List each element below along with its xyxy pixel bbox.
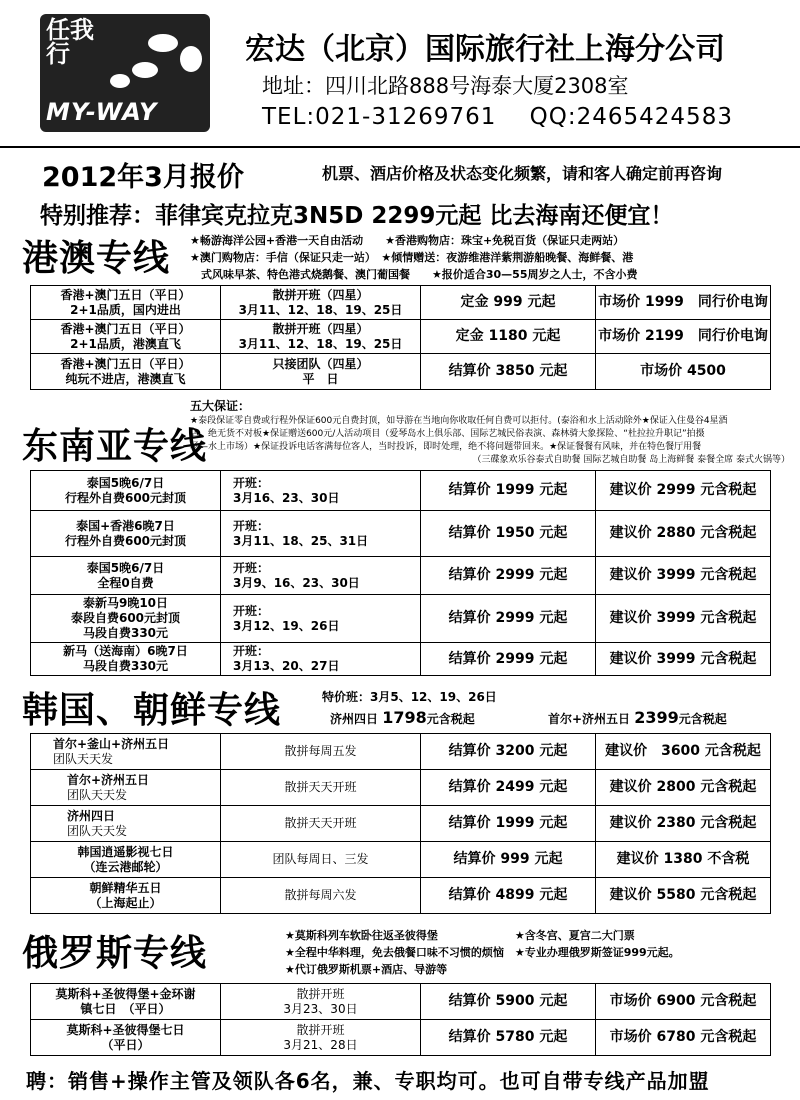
market-price: 建议价 2999 元含税起 — [596, 471, 771, 511]
settlement-price: 结算价 1950 元起 — [421, 511, 596, 557]
route-name: 泰国5晚6/7日 — [86, 475, 165, 490]
route-name: 新马（送海南）6晚7日 — [63, 644, 188, 658]
route-detail: 2+1品质，国内进出 — [70, 302, 181, 317]
route-detail: （平日） — [101, 1037, 150, 1052]
market-price: 市场价 6780 元含税起 — [596, 1020, 771, 1056]
korea-price-table — [30, 733, 771, 914]
departure-dates: 3月23、30日 — [283, 1001, 358, 1016]
departure-dates: 3月11、18、25、31日 — [233, 533, 369, 548]
special-price: 1798 — [382, 708, 427, 727]
route-detail: 行程外自费600元封顶 — [64, 490, 187, 505]
logo-chinese: 任我行 — [46, 16, 94, 68]
market-price: 市场价 2199 同行价电询 — [596, 320, 771, 354]
table-row — [31, 320, 771, 354]
table-row — [31, 354, 771, 390]
quote-title: 2012年3月报价 — [42, 162, 244, 193]
route-name: 泰国5晚6/7日 — [86, 560, 165, 575]
departure-type: 团队每周日、三发 — [221, 842, 421, 878]
route-name: 首尔+釜山+济州五日 — [53, 736, 170, 751]
market-price: 建议价 3999 元含税起 — [596, 643, 771, 676]
market-price: 建议价 3999 元含税起 — [596, 595, 771, 643]
special-recommendation: 特别推荐：菲律宾克拉克3N5D 2299元起 比去海南还便宜！ — [40, 203, 674, 229]
departure-type: 散拼开班 — [296, 986, 345, 1001]
departure-type: 只接团队（四星） — [272, 356, 369, 371]
settlement-price: 结算价 3850 元起 — [421, 354, 596, 390]
route-detail: （上海起止） — [89, 895, 162, 910]
special-offer-seoul-jeju — [548, 708, 727, 727]
table-row — [31, 806, 771, 842]
settlement-price: 结算价 2999 元起 — [421, 595, 596, 643]
footprint-icon — [148, 34, 178, 52]
departure-type: 开班： — [233, 603, 270, 618]
route-name: 韩国逍遥影视七日 — [77, 844, 174, 859]
departure-type: 开班： — [233, 518, 270, 533]
table-row — [31, 595, 771, 643]
note-line: ★莫斯科列车软卧往返圣彼得堡 ★含冬宫、夏宫二大门票 — [285, 929, 635, 942]
departure-type: 散拼每周五发 — [221, 734, 421, 770]
route-detail: 泰段自费600元封顶 — [70, 611, 181, 625]
departure-type: 散拼每周六发 — [221, 878, 421, 914]
market-price: 建议价 2800 元含税起 — [596, 770, 771, 806]
departure-type: 散拼天天开班 — [221, 806, 421, 842]
route-name: 朝鲜精华五日 — [89, 880, 162, 895]
settlement-price: 结算价 2499 元起 — [421, 770, 596, 806]
market-price: 建议价 2880 元含税起 — [596, 511, 771, 557]
route-name: 莫斯科+圣彼得堡+金环谢 — [55, 986, 196, 1001]
route-detail: 全程0自费 — [97, 575, 154, 590]
settlement-price: 结算价 1999 元起 — [421, 806, 596, 842]
footprint-icon — [180, 46, 202, 72]
departure-dates: 3月9、16、23、30日 — [233, 575, 360, 590]
departure-dates: 3月11、12、18、19、25日 — [238, 302, 403, 317]
hk-price-table — [30, 285, 771, 390]
route-detail: 行程外自费600元封顶 — [64, 533, 187, 548]
section-title-southeast-asia: 东南亚专线 — [22, 425, 208, 467]
table-row — [31, 770, 771, 806]
table-row — [31, 984, 771, 1020]
logo-english: MY-WAY — [46, 98, 158, 126]
guarantee-line: ★泰段保证零自费或行程外保证600元自费封顶，如导游在当地向你收取任何自费可以拒付。(泰浴和水上活动除外★保证入住曼谷4星酒 — [190, 416, 728, 426]
route-name: 香港+澳门五日（平日） — [60, 321, 191, 336]
note-line: ★澳门购物店：手信（保证只走一站） ★倾情赠送：夜游维港洋紫荆游船晚餐、海鲜餐、港 — [190, 251, 634, 264]
settlement-price: 结算价 2999 元起 — [421, 557, 596, 595]
route-name: 泰国+香港6晚7日 — [76, 518, 175, 533]
departure-type: 散拼开班（四星） — [272, 287, 369, 302]
special-offer-jeju — [330, 708, 475, 727]
departure-dates: 3月21、28日 — [283, 1037, 358, 1052]
departure-type: 开班： — [233, 475, 270, 490]
market-price: 建议价 2380 元含税起 — [596, 806, 771, 842]
table-row — [31, 471, 771, 511]
route-detail: 团队天天发 — [67, 787, 128, 802]
settlement-price: 结算价 2999 元起 — [421, 643, 596, 676]
guarantee-line: 店，绝无货不对板★保证赠送600元/人活动项目（爱琴岛水上俱乐部、国际艺城民俗表演、森林骑大象探险、“杜拉拉升职记”拍摄 — [190, 429, 705, 439]
qq-number: QQ:2465424583 — [529, 104, 733, 130]
route-detail: （连云港邮轮） — [83, 859, 168, 874]
table-row — [31, 511, 771, 557]
departure-dates: 3月11、12、18、19、25日 — [238, 336, 403, 351]
settlement-price: 结算价 3200 元起 — [421, 734, 596, 770]
special-dates: 特价班：3月5、12、19、26日 — [322, 690, 497, 704]
special-suffix: 元含税起 — [426, 712, 475, 726]
table-row — [31, 557, 771, 595]
table-row — [31, 1020, 771, 1056]
header-divider — [0, 146, 800, 148]
russia-notes — [285, 927, 680, 978]
note-line: 式风味早茶、特色港式烧鹅餐、澳门葡国餐 ★报价适合30—55周岁之人士，不含小费 — [190, 268, 638, 281]
settlement-price: 结算价 5900 元起 — [421, 984, 596, 1020]
market-price: 建议价 1380 不含税 — [596, 842, 771, 878]
departure-type: 开班： — [233, 560, 270, 575]
sea-guarantees — [190, 400, 790, 467]
recruitment-notice: 聘：销售+操作主管及领队各6名，兼、专职均可。也可自带专线产品加盟 — [26, 1069, 710, 1093]
settlement-price: 结算价 4899 元起 — [421, 878, 596, 914]
route-detail: 马段自费330元 — [82, 626, 169, 640]
departure-dates: 平 日 — [302, 371, 339, 386]
guarantee-title: 五大保证： — [190, 399, 251, 413]
market-price: 市场价 4500 — [596, 354, 771, 390]
logo — [40, 14, 210, 132]
route-name: 首尔+济州五日 — [67, 772, 150, 787]
departure-type: 开班： — [233, 644, 270, 658]
guarantee-line: （三碟象欢乐谷泰式自助餐 国际艺城自助餐 岛上海鲜餐 泰餐全席 泰式火锅等） — [472, 455, 790, 465]
route-detail: 团队天天发 — [53, 751, 114, 766]
section-title-russia: 俄罗斯专线 — [22, 932, 208, 974]
footprint-icon — [110, 74, 130, 88]
departure-type: 散拼开班 — [296, 1022, 345, 1037]
table-row — [31, 842, 771, 878]
route-name: 莫斯科+圣彼得堡七日 — [66, 1022, 185, 1037]
header — [0, 0, 800, 145]
route-name: 香港+澳门五日（平日） — [60, 356, 191, 371]
note-line: ★畅游海洋公园+香港一天自由活动 ★香港购物店：珠宝+免税百货（保证只走两站） — [190, 234, 625, 247]
hk-notes — [190, 232, 637, 283]
section-title-korea: 韩国、朝鲜专线 — [22, 689, 282, 731]
route-detail: 马段自费330元 — [82, 659, 169, 673]
address: 地址：四川北路888号海泰大厦2308室 — [262, 74, 629, 98]
route-name: 泰新马9晚10日 — [82, 596, 169, 610]
settlement-price: 结算价 1999 元起 — [421, 471, 596, 511]
phone-number: TEL:021-31269761 — [262, 104, 497, 130]
special-price: 2399 — [634, 708, 679, 727]
special-suffix: 元含税起 — [678, 712, 727, 726]
route-detail: 镇七日 （平日） — [80, 1001, 171, 1016]
table-row — [31, 878, 771, 914]
price-warning: 机票、酒店价格及状态变化频繁，请和客人确定前再咨询 — [322, 164, 723, 183]
sea-price-table — [30, 470, 771, 676]
table-row — [31, 286, 771, 320]
section-title-hk-macau: 港澳专线 — [22, 237, 171, 279]
departure-dates: 3月13、20、27日 — [233, 659, 340, 673]
table-row — [31, 643, 771, 676]
special-label: 济州四日 — [330, 712, 379, 726]
guarantee-line: 场—水上市场）★保证投诉电话客满每位客人，当时投诉，即时处理，绝不将问题带回来。★保证餐餐有风味，并在特色餐厅用餐 — [190, 442, 702, 452]
departure-type: 散拼开班（四星） — [272, 321, 369, 336]
note-line: ★全程中华料理，免去俄餐口味不习惯的烦恼 ★专业办理俄罗斯签证999元起。 — [285, 946, 680, 959]
route-name: 济州四日 — [67, 808, 116, 823]
russia-price-table — [30, 983, 771, 1056]
route-detail: 团队天天发 — [67, 823, 128, 838]
route-name: 香港+澳门五日（平日） — [60, 287, 191, 302]
departure-type: 散拼天天开班 — [221, 770, 421, 806]
departure-dates: 3月16、23、30日 — [233, 490, 340, 505]
company-name: 宏达（北京）国际旅行社上海分公司 — [245, 32, 725, 67]
market-price: 建议价 5580 元含税起 — [596, 878, 771, 914]
route-detail: 2+1品质，港澳直飞 — [70, 336, 181, 351]
departure-dates: 3月12、19、26日 — [233, 618, 340, 633]
market-price: 建议价 3600 元含税起 — [596, 734, 771, 770]
market-price: 市场价 6900 元含税起 — [596, 984, 771, 1020]
contact-line — [262, 104, 733, 130]
market-price: 市场价 1999 同行价电询 — [596, 286, 771, 320]
settlement-price: 定金 999 元起 — [421, 286, 596, 320]
market-price: 建议价 3999 元含税起 — [596, 557, 771, 595]
settlement-price: 结算价 999 元起 — [421, 842, 596, 878]
settlement-price: 定金 1180 元起 — [421, 320, 596, 354]
route-detail: 纯玩不进店，港澳直飞 — [65, 371, 186, 386]
settlement-price: 结算价 5780 元起 — [421, 1020, 596, 1056]
footprint-icon — [132, 62, 158, 78]
table-row — [31, 734, 771, 770]
note-line: ★代订俄罗斯机票+酒店、导游等 — [285, 963, 448, 976]
special-label: 首尔+济州五日 — [548, 712, 631, 726]
